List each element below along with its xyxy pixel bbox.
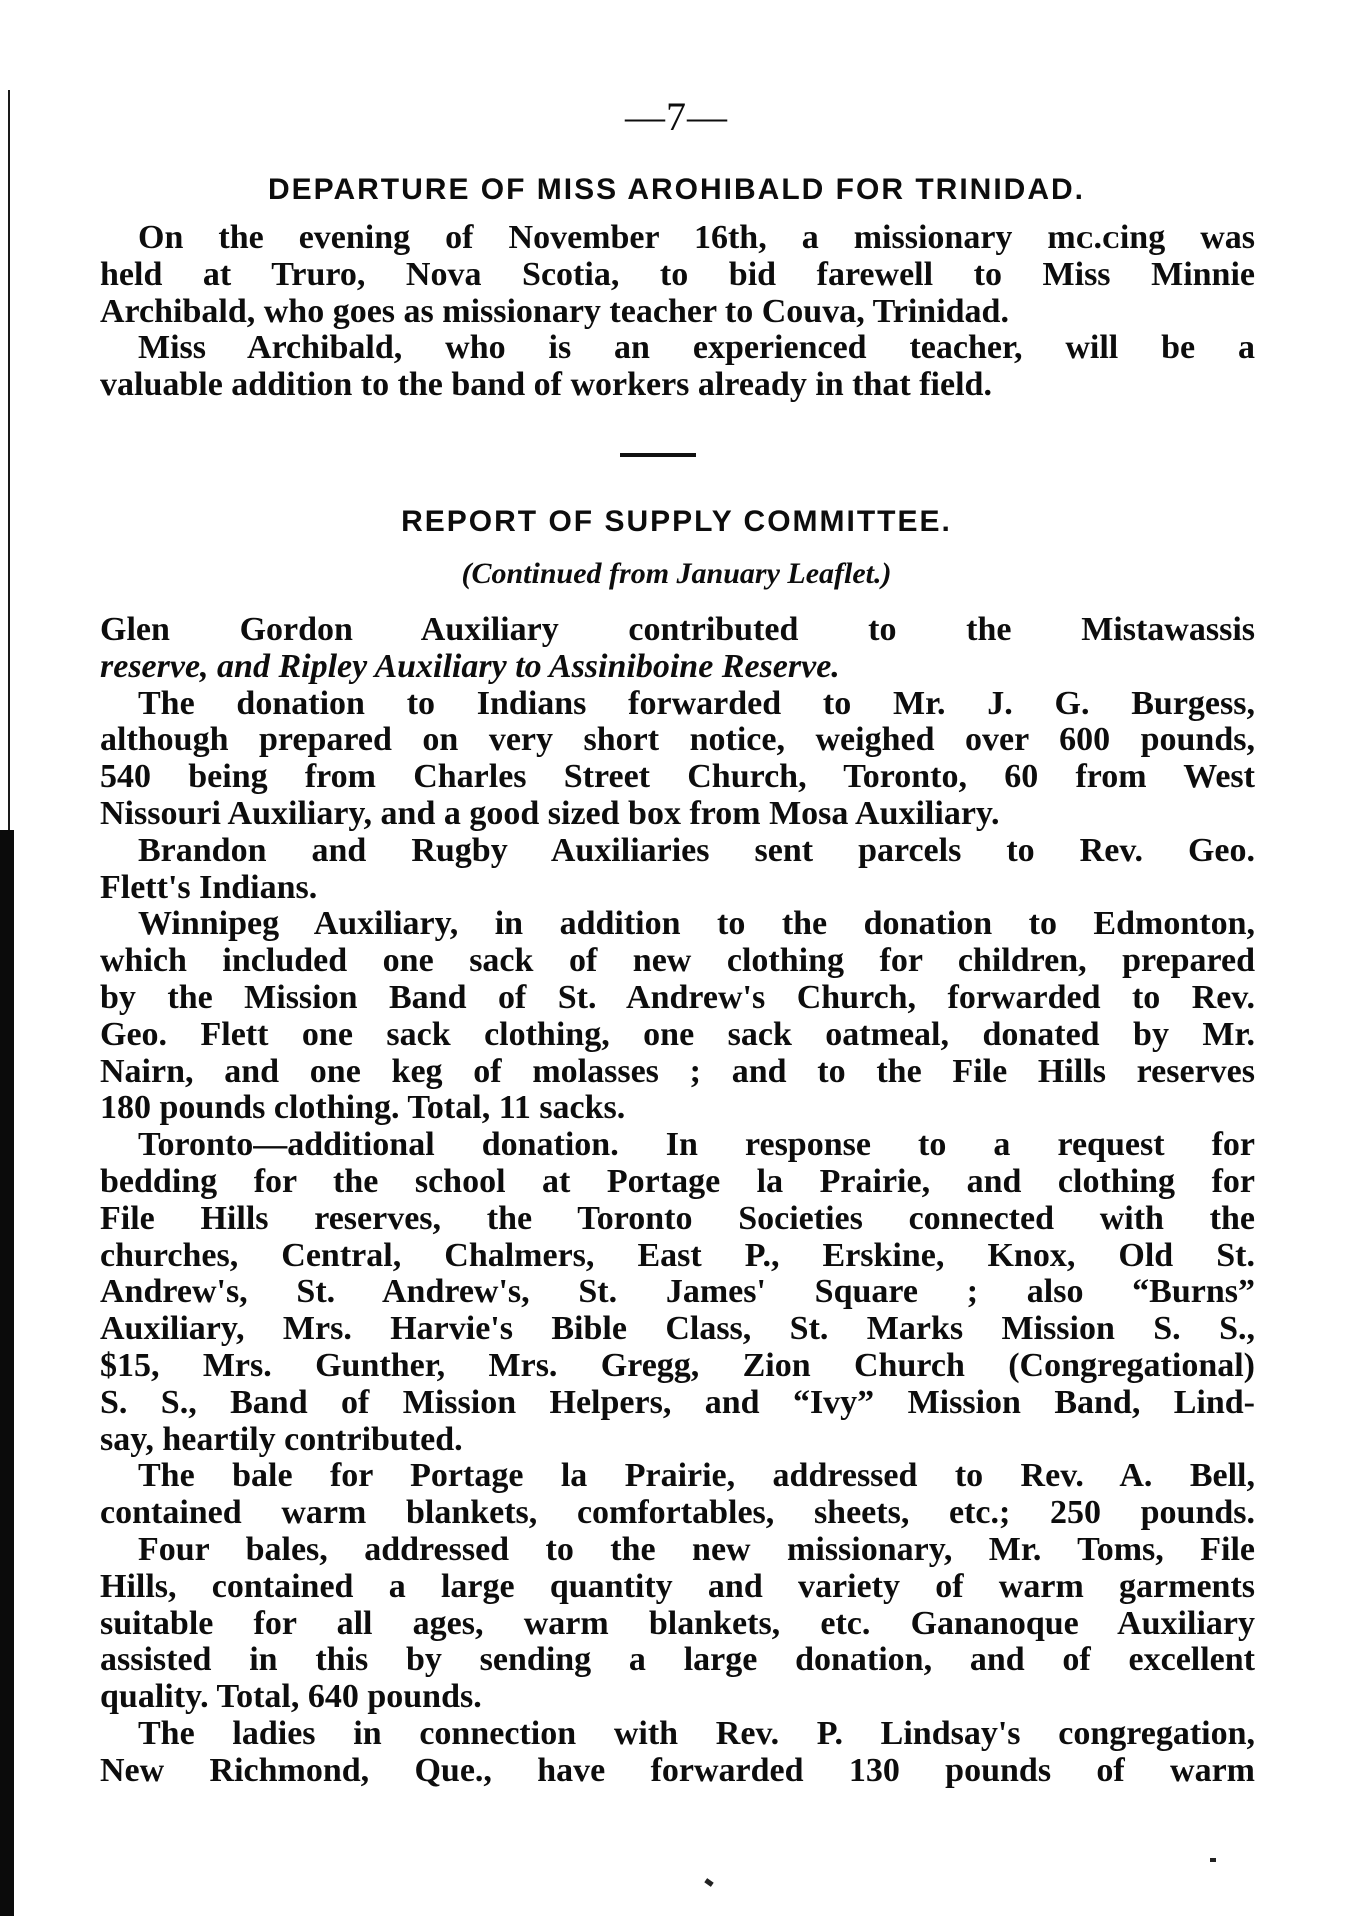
text-line: although prepared on very short notice, weighed over 600 pounds, [100, 721, 1255, 759]
text-line: Nissouri Auxiliary, and a good sized box from Mosa Auxiliary. [100, 794, 1000, 832]
text-line: Brandon and Rugby Auxiliaries sent parcels to Rev. Geo. [138, 831, 1255, 869]
text-line: churches, Central, Chalmers, East P., Erskine, Knox, Old St. [100, 1236, 1255, 1274]
text-line: Winnipeg Auxiliary, in addition to the donation to Edmonton, [138, 905, 1255, 943]
text-line: Flett's Indians. [100, 868, 318, 906]
text-line: The donation to Indians forwarded to Mr. J. G. Burgess, [138, 684, 1255, 722]
print-speck [704, 1878, 713, 1887]
text-line: Toronto—additional donation. In response to a request for [138, 1126, 1255, 1164]
text-line: S. S., Band of Mission Helpers, and “Ivy” Mission Band, Lind- [100, 1383, 1255, 1421]
text-line: Hills, contained a large quantity and variety of warm garments [100, 1567, 1255, 1605]
text-line: The ladies in connection with Rev. P. Lindsay's congregation, [138, 1714, 1255, 1752]
text-line: by the Mission Band of St. Andrew's Church, forwarded to Rev. [100, 978, 1255, 1016]
section-body-supply-committee [100, 612, 1255, 1790]
page-number: —7— [625, 94, 728, 139]
text-line: On the evening of November 16th, a missionary mᴄ.ᴄing was [138, 219, 1255, 256]
text-line: bedding for the school at Portage la Prairie, and clothing for [100, 1162, 1255, 1200]
text-line: contained warm blankets, comfortables, sheets, etc.; 250 pounds. [100, 1494, 1255, 1532]
text-line: The bale for Portage la Prairie, addressed to Rev. A. Bell, [138, 1457, 1255, 1495]
text-line: reserve, and Ripley Auxiliary to Assiniboine Reserve. [100, 647, 840, 685]
section-heading-departure: DEPARTURE OF MISS AROHIBALD FOR TRINIDAD. [268, 173, 1085, 206]
text-line: quality. Total, 640 pounds. [100, 1678, 482, 1716]
text-line: Glen Gordon Auxiliary contributed to the Mistawassis [100, 611, 1255, 648]
text-line: held at Truro, Nova Scotia, to bid farewell to Miss Minnie [100, 255, 1255, 293]
text-line: valuable addition to the band of workers already in that field. [100, 366, 992, 404]
text-line: New Richmond, Que., have forwarded 130 pounds of warm [100, 1751, 1255, 1789]
section-divider [620, 453, 696, 457]
text-line: Auxiliary, Mrs. Harvie's Bible Class, St. Marks Mission S. S., [100, 1310, 1255, 1348]
text-line: 180 pounds clothing. Total, 11 sacks. [100, 1089, 626, 1127]
print-speck [1210, 1858, 1216, 1862]
text-line: Geo. Flett one sack clothing, one sack oatmeal, donated by Mr. [100, 1015, 1255, 1053]
text-line: Miss Archibald, who is an experienced teacher, will be a [138, 329, 1255, 367]
text-line: Four bales, addressed to the new missionary, Mr. Toms, File [138, 1530, 1255, 1568]
text-line: 540 being from Charles Street Church, Toronto, 60 from West [100, 758, 1255, 796]
text-line: which included one sack of new clothing for children, prepared [100, 942, 1255, 980]
text-line: say, heartily contributed. [100, 1420, 463, 1458]
text-line: assisted in this by sending a large donation, and of excellent [100, 1641, 1255, 1679]
section-subheading: (Continued from January Leaflet.) [461, 557, 892, 590]
section-heading-supply-committee: REPORT OF SUPPLY COMMITTEE. [401, 505, 952, 538]
text-line: Nairn, and one keg of molasses ; and to the File Hills reserves [100, 1052, 1255, 1090]
text-line: File Hills reserves, the Toronto Societies connected with the [100, 1199, 1255, 1237]
text-line: Archibald, who goes as missionary teacher to Couva, Trinidad. [100, 292, 1009, 330]
binding-edge-shadow [0, 830, 14, 1916]
text-line: $15, Mrs. Gunther, Mrs. Gregg, Zion Church (Congregational) [100, 1346, 1255, 1384]
text-line: Andrew's, St. Andrew's, St. James' Square ; also “Burns” [100, 1273, 1255, 1311]
text-line: suitable for all ages, warm blankets, etc. Gananoque Auxiliary [100, 1604, 1255, 1642]
section-body-departure [100, 220, 1255, 404]
